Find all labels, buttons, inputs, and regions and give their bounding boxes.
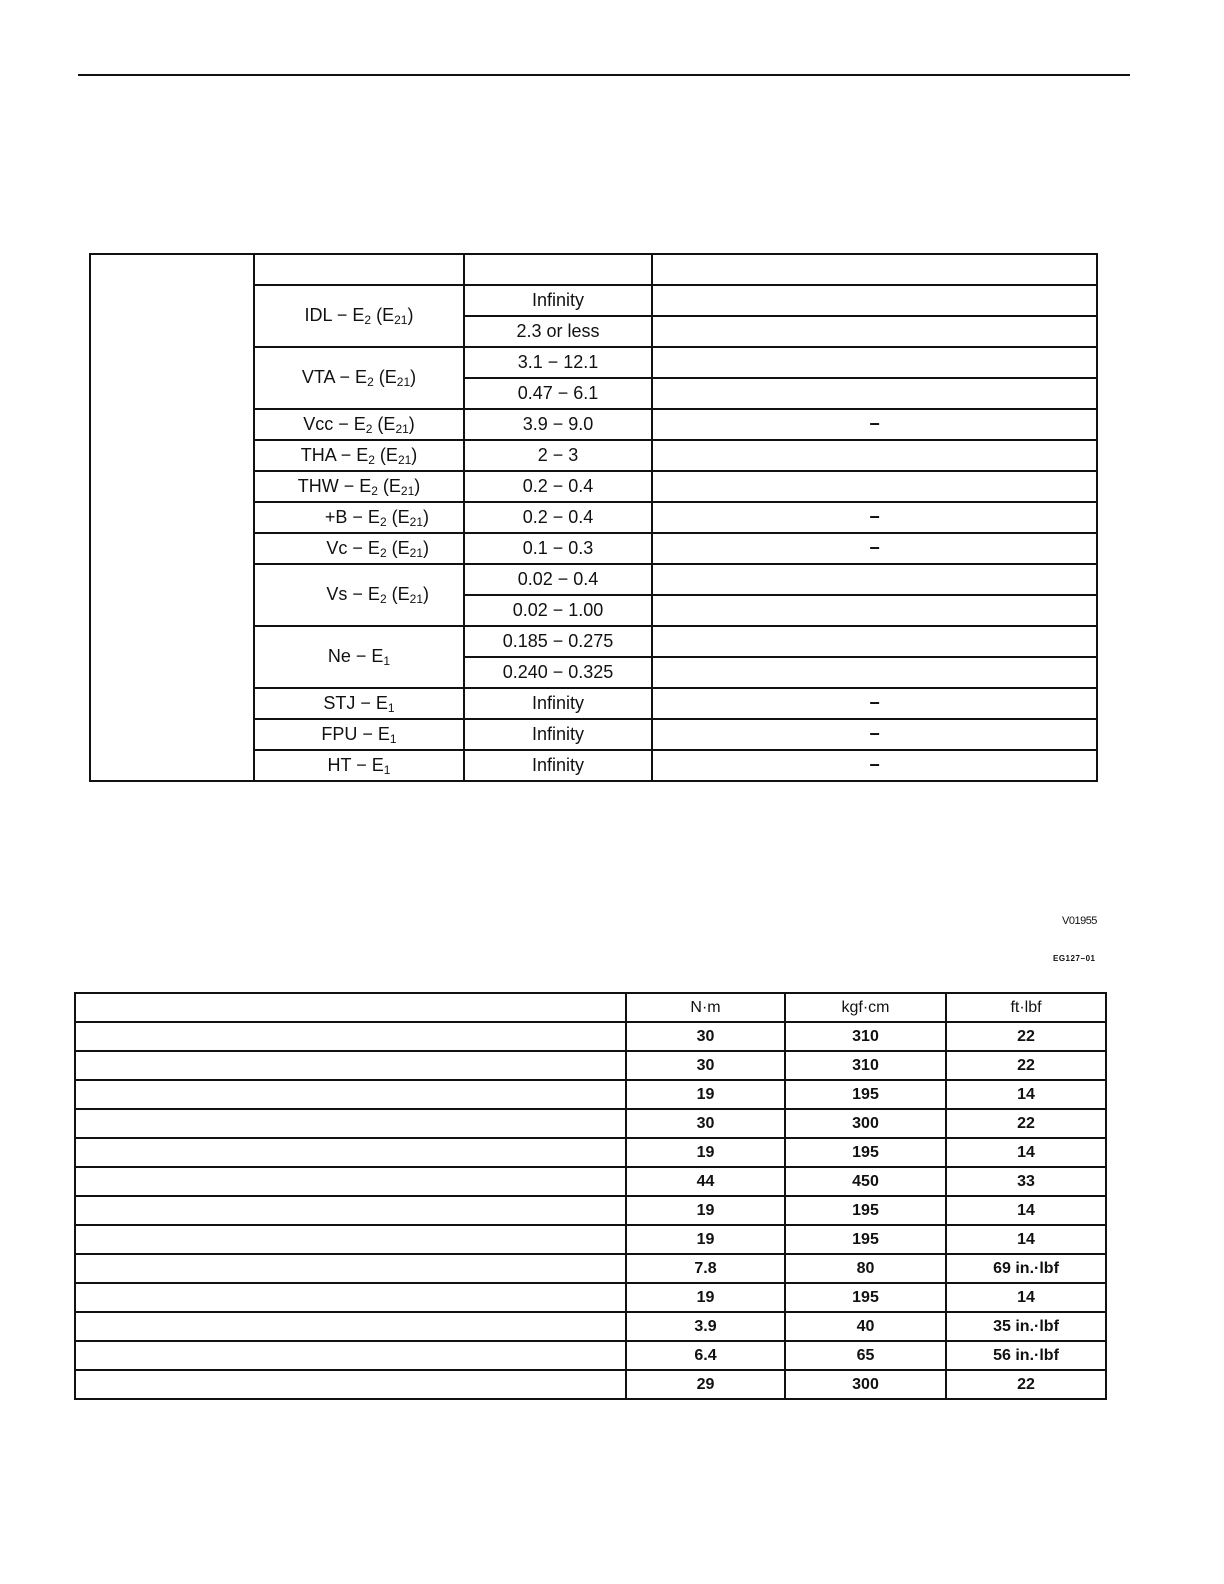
header-rule — [78, 74, 1130, 76]
kgfcm-cell: 195 — [785, 1080, 946, 1109]
table-row — [75, 1109, 1106, 1138]
nm-cell: 19 — [626, 1080, 785, 1109]
nm-cell: 19 — [626, 1283, 785, 1312]
terminal-cell: VTA − $E_2$ $(E_{21})$ — [254, 347, 464, 409]
nm-cell: 19 — [626, 1196, 785, 1225]
ftlbf-cell: 22 — [946, 1022, 1106, 1051]
terminal-cell: $+B - E_2$ $(E_{21})$ — [254, 502, 464, 533]
terminal-cell: $Vs - E_2$ $(E_{21})$ — [254, 564, 464, 626]
value-cell: 0.02 − 1.00 — [464, 595, 652, 626]
part-cell — [75, 1196, 626, 1225]
part-cell — [75, 1167, 626, 1196]
terminal-cell: HT − $E_1$ — [254, 750, 464, 781]
ftlbf-cell: 14 — [946, 1196, 1106, 1225]
note-cell: − — [652, 409, 1097, 440]
header-cell — [254, 254, 464, 285]
ftlbf-cell: 22 — [946, 1051, 1106, 1080]
ftlbf-cell: 22 — [946, 1109, 1106, 1138]
terminal-cell: STJ − $E_1$ — [254, 688, 464, 719]
nm-cell: 6.4 — [626, 1341, 785, 1370]
note-cell — [652, 595, 1097, 626]
note-cell — [652, 626, 1097, 657]
kgfcm-cell: 195 — [785, 1138, 946, 1167]
value-cell: Infinity — [464, 750, 652, 781]
note-cell — [652, 347, 1097, 378]
nm-cell: 30 — [626, 1022, 785, 1051]
note-cell — [652, 471, 1097, 502]
header-cell: kgf·cm — [785, 993, 946, 1022]
ftlbf-cell: 22 — [946, 1370, 1106, 1399]
part-cell — [75, 1051, 626, 1080]
table-row — [75, 1051, 1106, 1080]
kgfcm-cell: 310 — [785, 1022, 946, 1051]
value-cell: 0.2 − 0.4 — [464, 471, 652, 502]
table-row — [75, 1167, 1106, 1196]
terminal-cell: $Vc - E_2$ $(E_{21})$ — [254, 533, 464, 564]
header-cell — [652, 254, 1097, 285]
kgfcm-cell: 195 — [785, 1196, 946, 1225]
value-cell: 0.2 − 0.4 — [464, 502, 652, 533]
table-row — [75, 1283, 1106, 1312]
note-cell — [652, 316, 1097, 347]
nm-cell: 30 — [626, 1051, 785, 1080]
value-cell: 3.9 − 9.0 — [464, 409, 652, 440]
kgfcm-cell: 195 — [785, 1283, 946, 1312]
table-header-row — [90, 254, 1097, 285]
note-cell: − — [652, 719, 1097, 750]
ftlbf-cell: 14 — [946, 1283, 1106, 1312]
ftlbf-cell: 69 in.·lbf — [946, 1254, 1106, 1283]
value-cell: 0.47 − 6.1 — [464, 378, 652, 409]
kgfcm-cell: 80 — [785, 1254, 946, 1283]
figure-code: V01955 — [1062, 915, 1097, 927]
header-cell — [464, 254, 652, 285]
kgfcm-cell: 450 — [785, 1167, 946, 1196]
torque-spec-table — [74, 992, 1107, 1400]
terminal-cell: THW − $E_2$ $(E_{21})$ — [254, 471, 464, 502]
condition-column-cell — [90, 254, 254, 781]
value-cell: Infinity — [464, 285, 652, 316]
part-header-cell — [75, 993, 626, 1022]
part-cell — [75, 1022, 626, 1051]
terminal-cell: Vcc − $E_2$ $(E_{21})$ — [254, 409, 464, 440]
table-row — [75, 1196, 1106, 1225]
kgfcm-cell: 195 — [785, 1225, 946, 1254]
ftlbf-cell: 14 — [946, 1138, 1106, 1167]
value-cell: 2 − 3 — [464, 440, 652, 471]
part-cell — [75, 1341, 626, 1370]
table-row — [75, 1080, 1106, 1109]
header-cell: ft·lbf — [946, 993, 1106, 1022]
section-code: EG127−01 — [1053, 954, 1096, 963]
value-cell: 3.1 − 12.1 — [464, 347, 652, 378]
nm-cell: 30 — [626, 1109, 785, 1138]
kgfcm-cell: 300 — [785, 1109, 946, 1138]
ftlbf-cell: 35 in.·lbf — [946, 1312, 1106, 1341]
kgfcm-cell: 40 — [785, 1312, 946, 1341]
part-cell — [75, 1138, 626, 1167]
value-cell: 2.3 or less — [464, 316, 652, 347]
note-cell — [652, 440, 1097, 471]
value-cell: 0.185 − 0.275 — [464, 626, 652, 657]
table-row — [75, 1370, 1106, 1399]
terminal-cell: THA − $E_2$ $(E_{21})$ — [254, 440, 464, 471]
part-cell — [75, 1370, 626, 1399]
ftlbf-cell: 14 — [946, 1225, 1106, 1254]
table-row — [75, 1312, 1106, 1341]
ftlbf-cell: 14 — [946, 1080, 1106, 1109]
kgfcm-cell: 300 — [785, 1370, 946, 1399]
terminal-cell: FPU − $E_1$ — [254, 719, 464, 750]
resistance-spec-table — [89, 253, 1098, 782]
nm-cell: 19 — [626, 1138, 785, 1167]
note-cell — [652, 378, 1097, 409]
ftlbf-cell: 56 in.·lbf — [946, 1341, 1106, 1370]
note-cell: − — [652, 502, 1097, 533]
terminal-cell: $Ne - E_1$ — [254, 626, 464, 688]
terminal-cell: IDL − $E_2$ $(E_{21})$ — [254, 285, 464, 347]
part-cell — [75, 1254, 626, 1283]
note-cell: − — [652, 750, 1097, 781]
note-cell — [652, 657, 1097, 688]
part-cell — [75, 1225, 626, 1254]
note-cell — [652, 285, 1097, 316]
value-cell: Infinity — [464, 719, 652, 750]
table-row — [75, 1022, 1106, 1051]
nm-cell: 29 — [626, 1370, 785, 1399]
part-cell — [75, 1109, 626, 1138]
table-row — [75, 1341, 1106, 1370]
nm-cell: 3.9 — [626, 1312, 785, 1341]
table-row — [75, 1138, 1106, 1167]
value-cell: 0.240 − 0.325 — [464, 657, 652, 688]
note-cell: − — [652, 533, 1097, 564]
kgfcm-cell: 310 — [785, 1051, 946, 1080]
table-row — [75, 1254, 1106, 1283]
nm-cell: 7.8 — [626, 1254, 785, 1283]
value-cell: 0.02 − 0.4 — [464, 564, 652, 595]
part-cell — [75, 1312, 626, 1341]
nm-cell: 19 — [626, 1225, 785, 1254]
table-row — [75, 1225, 1106, 1254]
nm-cell: 44 — [626, 1167, 785, 1196]
value-cell: 0.1 − 0.3 — [464, 533, 652, 564]
kgfcm-cell: 65 — [785, 1341, 946, 1370]
note-cell — [652, 564, 1097, 595]
value-cell: Infinity — [464, 688, 652, 719]
part-cell — [75, 1283, 626, 1312]
ftlbf-cell: 33 — [946, 1167, 1106, 1196]
note-cell: − — [652, 688, 1097, 719]
header-cell: N·m — [626, 993, 785, 1022]
table-header-row — [75, 993, 1106, 1022]
part-cell — [75, 1080, 626, 1109]
